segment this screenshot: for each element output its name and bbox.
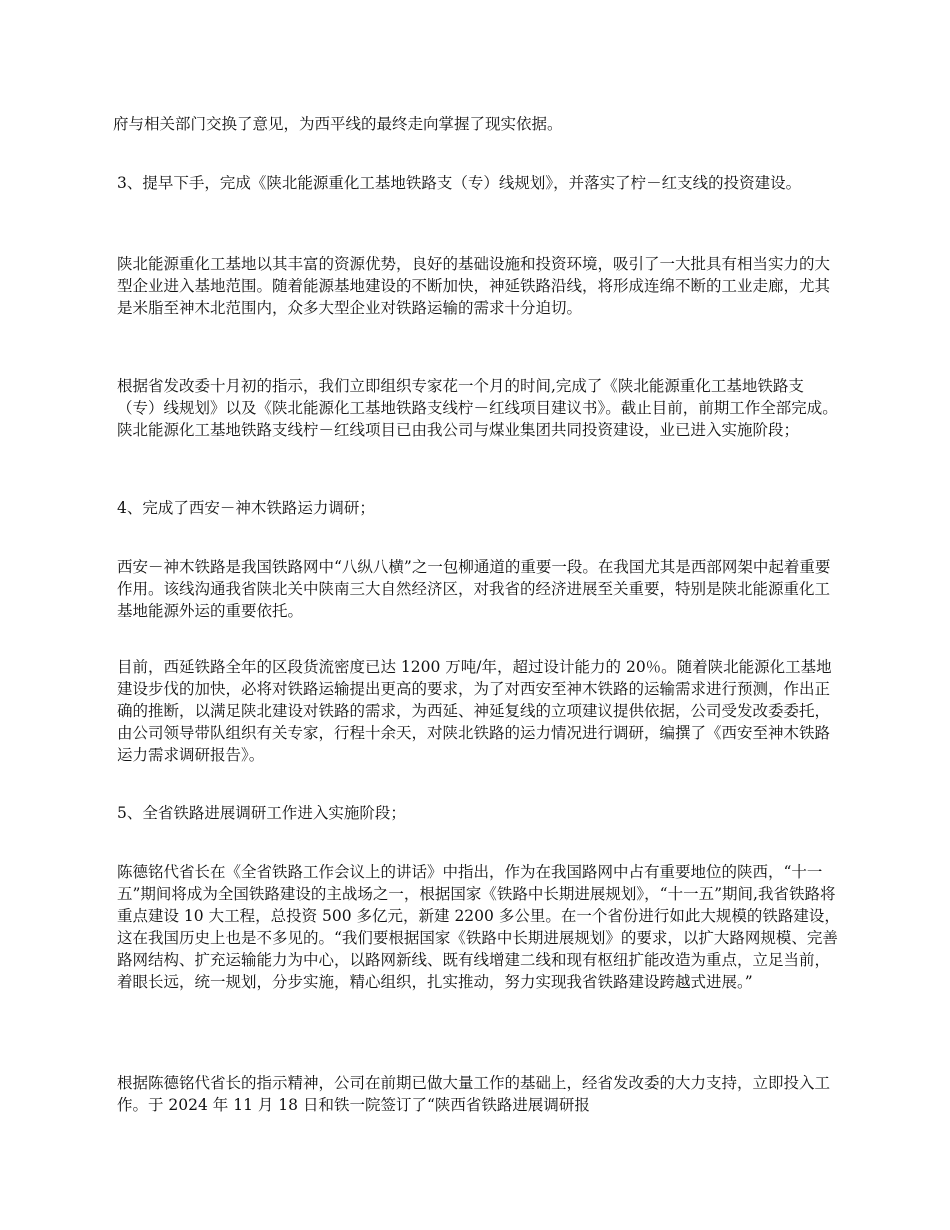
- paragraph-7: 目前，西延铁路全年的区段货流密度已达 1200 万吨/年，超过设计能力的 20％。随着陕北能源化工基地建设步伐的加快，必将对铁路运输提出更高的要求，为了对西安至神木铁路的运输需求进行预测，作出正确的推断，以满足陕北建设对铁路的需求，为西延、神延复线的立项建议提供依据，公司受发改委委托，由公司领导带队组织有关专家，行程十余天，对陕北铁路的运力情况进行调研，编撰了《西安至神木铁路运力需求调研报告》。: [117, 658, 832, 764]
- paragraph-6: 西安－神木铁路是我国铁路网中“八纵八横”之一包柳通道的重要一段。在我国尤其是西部网架中起着重要作用。该线沟通我省陕北关中陕南三大自然经济区，对我省的经济进展至关重要，特别是陕北能源重化工基地能源外运的重要依托。: [117, 558, 831, 620]
- paragraph-2-heading: 3、提早下手，完成《陕北能源重化工基地铁路支（专）线规划》，并落实了柠－红支线的投资建设。: [117, 174, 802, 192]
- paragraph-1: 府与相关部门交换了意见，为西平线的最终走向掌握了现实依据。: [113, 115, 563, 133]
- paragraph-4: 根据省发改委十月初的指示，我们立即组织专家花一个月的时间,完成了《陕北能源重化工基地铁路支（专）线规划》以及《陕北能源化工基地铁路支线柠－红线项目建议书》。截止目前，前期工作全部完成。陕北能源化工基地铁路支线柠－红线项目已由我公司与煤业集团共同投资建设，业已进入实施阶段；: [117, 377, 838, 439]
- paragraph-8-heading: 5、全省铁路进展调研工作进入实施阶段；: [117, 804, 406, 822]
- paragraph-10: 根据陈德铭代省长的指示精神，公司在前期已做大量工作的基础上，经省发改委的大力支持，立即投入工作。于 2024 年 11 月 18 日和铁一院签订了“陕西省铁路进展调研报: [117, 1074, 831, 1114]
- paragraph-3: 陕北能源重化工基地以其丰富的资源优势，良好的基础设施和投资环境，吸引了一大批具有相当实力的大型企业进入基地范围。随着能源基地建设的不断加快，神延铁路沿线，将形成连绵不断的工业走廊，尤其是米脂至神木北范围内，众多大型企业对铁路运输的需求十分迫切。: [117, 255, 831, 317]
- paragraph-9: 陈德铭代省长在《全省铁路工作会议上的讲话》中指出，作为在我国路网中占有重要地位的陕西，“十一五”期间将成为全国铁路建设的主战场之一，根据国家《铁路中长期进展规划》，“十一五”期间,我省铁路将重点建设 10 大工程，总投资 500 多亿元，新建 2200 多公里。在一个省份进行如此大规模的铁路建设，这在我国历史上也是不多见的。“我们要根据国家《铁路中长期进展规划》的要求，以扩大路网规模、完善路网结构、扩充运输能力为中心，以路网新线、既有线增建二线和现有枢纽扩能改造为重点，立足当前，着眼长远，统一规划，分步实施，精心组织，扎实推动，努力实现我省铁路建设跨越式进展。”: [117, 863, 840, 991]
- paragraph-5-heading: 4、完成了西安－神木铁路运力调研；: [117, 499, 375, 517]
